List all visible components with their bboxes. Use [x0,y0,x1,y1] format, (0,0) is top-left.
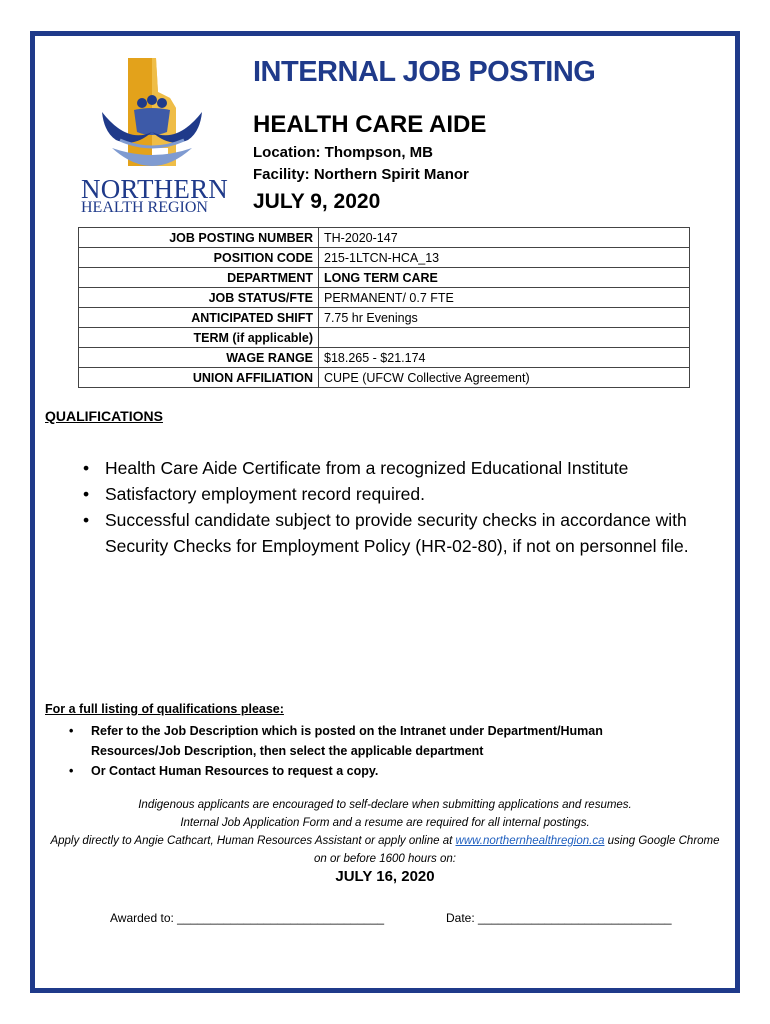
table-row [79,368,690,388]
table-row [79,348,690,368]
detail-label: WAGE RANGE [79,348,319,368]
detail-value: 215-1LTCN-HCA_13 [319,248,690,268]
note-line: Internal Job Application Form and a resume are required for all internal postings. [180,817,590,829]
table-row [79,328,690,348]
full-listing-list [45,721,685,781]
table-row [79,288,690,308]
logo-text-health-region: HEALTH REGION [81,199,208,216]
detail-value: TH-2020-147 [319,228,690,248]
note-text: using Google Chrome on or before 1600 hours on: [314,835,720,865]
awarded-label: Awarded to: [110,911,178,925]
job-title: HEALTH CARE AIDE [253,111,487,138]
full-listing-heading: For a full listing of qualifications please: [45,702,284,716]
table-row [79,268,690,288]
note-line [45,832,725,868]
detail-label: DEPARTMENT [79,268,319,288]
location: Location: Thompson, MB [253,144,433,161]
detail-value: $18.265 - $21.174 [319,348,690,368]
table-row [79,228,690,248]
detail-value: CUPE (UFCW Collective Agreement) [319,368,690,388]
closing-date: JULY 16, 2020 [335,868,435,885]
date-label: Date: [446,911,479,925]
detail-value [319,328,690,348]
table-row [79,308,690,328]
detail-label: POSITION CODE [79,248,319,268]
note-line: Indigenous applicants are encouraged to self-declare when submitting applications and resumes. [138,799,632,811]
detail-label: UNION AFFILIATION [79,368,319,388]
list-item: • Refer to the Job Description which is posted on the Intranet under Department/Human Resources/Job Description, then select the applicable department [45,721,685,761]
list-item: • Successful candidate subject to provide security checks in accordance with Security Checks for Employment Policy (HR-02-80), if not on personnel file. [78,507,728,559]
awarded-to-line [110,911,384,925]
detail-label: JOB POSTING NUMBER [79,228,319,248]
posting-title: INTERNAL JOB POSTING [253,56,596,88]
detail-value: PERMANENT/ 0.7 FTE [319,288,690,308]
facility: Facility: Northern Spirit Manor [253,166,469,183]
list-item: • Health Care Aide Certificate from a recognized Educational Institute [78,455,728,481]
posting-date: JULY 9, 2020 [253,190,381,213]
list-item: • Or Contact Human Resources to request a copy. [45,761,685,781]
qualifications-heading: QUALIFICATIONS [45,408,163,424]
table-row [79,248,690,268]
detail-value: LONG TERM CARE [319,268,690,288]
application-notes [45,796,725,868]
date-line [446,911,672,925]
detail-label: JOB STATUS/FTE [79,288,319,308]
logo-text-northern: NORTHERN [81,174,228,204]
note-text: Apply directly to Angie Cathcart, Human Resources Assistant or apply online at [50,835,456,847]
detail-value: 7.75 hr Evenings [319,308,690,328]
date-blank: _____________________________ [478,911,672,925]
list-item: • Satisfactory employment record required. [78,481,728,507]
job-details-table [78,227,690,388]
awarded-blank: _______________________________ [177,911,385,925]
website-link[interactable]: www.northernhealthregion.ca [455,835,605,847]
detail-label: ANTICIPATED SHIFT [79,308,319,328]
detail-label: TERM (if applicable) [79,328,319,348]
qualifications-list [78,455,728,559]
